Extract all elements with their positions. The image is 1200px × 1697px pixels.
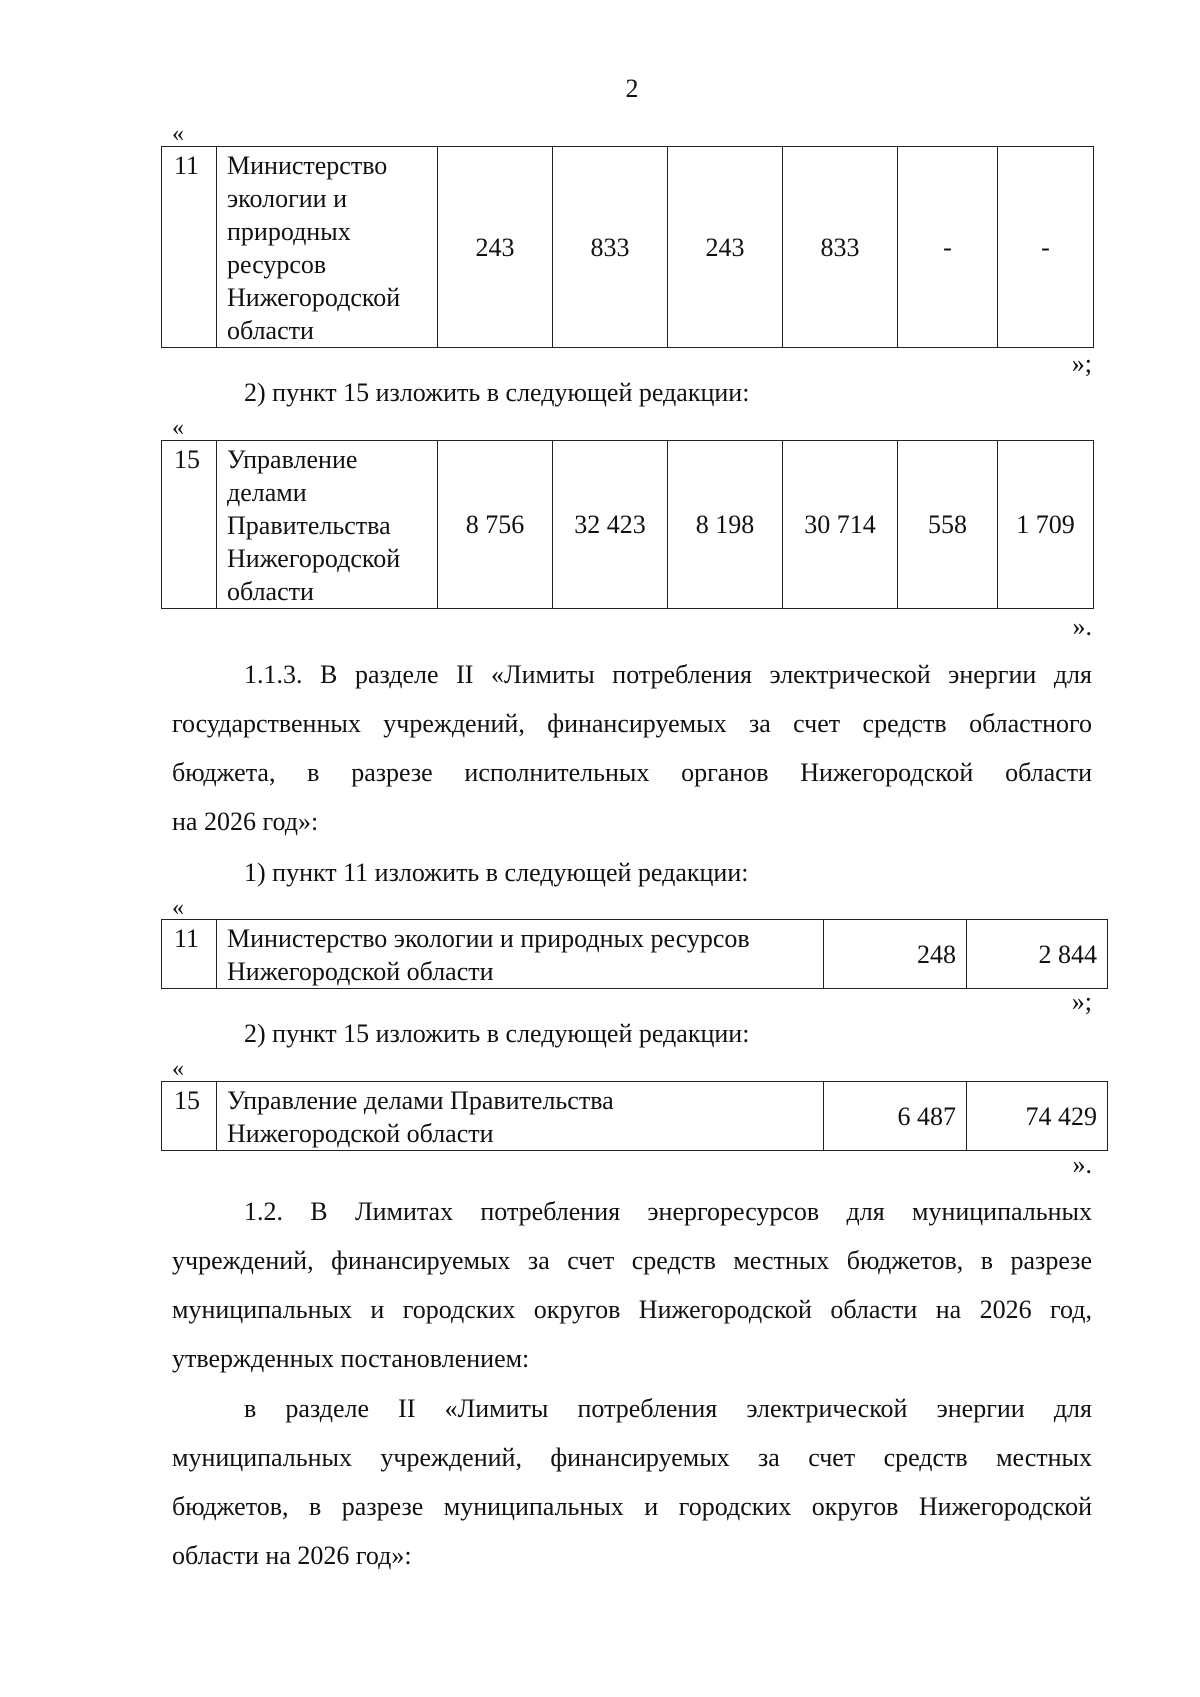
amendment-table-item-11-gas — [161, 146, 1094, 348]
value-cell: 558 — [898, 441, 998, 609]
amendment-intro: 2) пункт 15 изложить в следующей редакции: — [244, 378, 750, 407]
name-line: Нижегородской области — [227, 957, 494, 986]
amendment-intro: 1) пункт 11 изложить в следующей редакции: — [244, 858, 749, 887]
paragraph-1-1-3 — [172, 650, 1092, 846]
value-cell: 6 487 — [824, 1082, 967, 1151]
close-quote: »; — [1071, 349, 1092, 378]
open-quote: « — [172, 121, 184, 147]
text-line: муниципальных и городских округов Нижегородской области на 2026 год, — [172, 1295, 1092, 1324]
table-row — [162, 147, 1094, 348]
row-number: 15 — [162, 1082, 217, 1151]
text-line: на 2026 год»: — [172, 807, 319, 836]
row-number: 15 — [162, 441, 217, 609]
page-number: 2 — [625, 74, 639, 103]
organization-name — [217, 1082, 824, 1151]
value-cell: 833 — [783, 147, 898, 348]
name-line: Министерство — [227, 151, 388, 180]
value-cell: 8 198 — [668, 441, 783, 609]
close-quote: ». — [1072, 612, 1092, 641]
text-line: утвержденных постановлением: — [172, 1344, 530, 1373]
name-line: Нижегородской области — [227, 1119, 494, 1148]
paragraph-1-2 — [172, 1187, 1092, 1383]
text-line: в разделе II «Лимиты потребления электрической энергии для — [244, 1394, 1092, 1423]
text-line: 1.1.3. В разделе II «Лимиты потребления электрической энергии для — [244, 660, 1092, 689]
paragraph-section-ii — [172, 1384, 1092, 1580]
name-line: Нижегородской — [227, 544, 401, 573]
value-cell: 248 — [824, 920, 967, 989]
name-line: ресурсов — [227, 250, 327, 279]
text-line: бюджета, в разрезе исполнительных органов Нижегородской области — [172, 758, 1092, 787]
value-cell: 74 429 — [967, 1082, 1108, 1151]
text-line: муниципальных учреждений, финансируемых за счет средств местных — [172, 1443, 1092, 1472]
organization-name — [217, 920, 824, 989]
name-line: области — [227, 316, 314, 345]
close-quote: ». — [1072, 1150, 1092, 1179]
table-row — [162, 1082, 1108, 1151]
organization-name — [217, 441, 438, 609]
value-cell: 32 423 — [553, 441, 668, 609]
name-line: Нижегородской — [227, 283, 401, 312]
name-line: делами — [227, 478, 307, 507]
amendment-intro: 2) пункт 15 изложить в следующей редакции: — [244, 1019, 750, 1048]
value-cell: - — [998, 147, 1094, 348]
open-quote: « — [172, 895, 184, 921]
text-line: бюджетов, в разрезе муниципальных и городских округов Нижегородской — [172, 1492, 1092, 1521]
value-cell: - — [898, 147, 998, 348]
value-cell: 1 709 — [998, 441, 1094, 609]
table-row — [162, 920, 1108, 989]
value-cell: 243 — [438, 147, 553, 348]
name-line: области — [227, 577, 314, 606]
value-cell: 30 714 — [783, 441, 898, 609]
name-line: Управление — [227, 445, 358, 474]
open-quote: « — [172, 415, 184, 441]
close-quote: »; — [1071, 987, 1092, 1016]
name-line: Министерство экологии и природных ресурсов — [227, 924, 750, 953]
text-line: 1.2. В Лимитах потребления энергоресурсов для муниципальных — [244, 1197, 1092, 1226]
table-row — [162, 441, 1094, 609]
row-number: 11 — [162, 147, 217, 348]
text-line: области на 2026 год»: — [172, 1541, 412, 1570]
row-number: 11 — [162, 920, 217, 989]
name-line: Правительства — [227, 511, 391, 540]
value-cell: 8 756 — [438, 441, 553, 609]
value-cell: 833 — [553, 147, 668, 348]
amendment-table-item-15-electricity — [161, 1081, 1108, 1151]
text-line: учреждений, финансируемых за счет средств местных бюджетов, в разрезе — [172, 1246, 1092, 1275]
name-line: природных — [227, 217, 351, 246]
value-cell: 2 844 — [967, 920, 1108, 989]
value-cell: 243 — [668, 147, 783, 348]
text-line: государственных учреждений, финансируемых за счет средств областного — [172, 709, 1092, 738]
amendment-table-item-11-electricity — [161, 919, 1108, 989]
open-quote: « — [172, 1056, 184, 1082]
name-line: экологии и — [227, 184, 348, 213]
name-line: Управление делами Правительства — [227, 1086, 614, 1115]
organization-name — [217, 147, 438, 348]
amendment-table-item-15-gas — [161, 440, 1094, 609]
